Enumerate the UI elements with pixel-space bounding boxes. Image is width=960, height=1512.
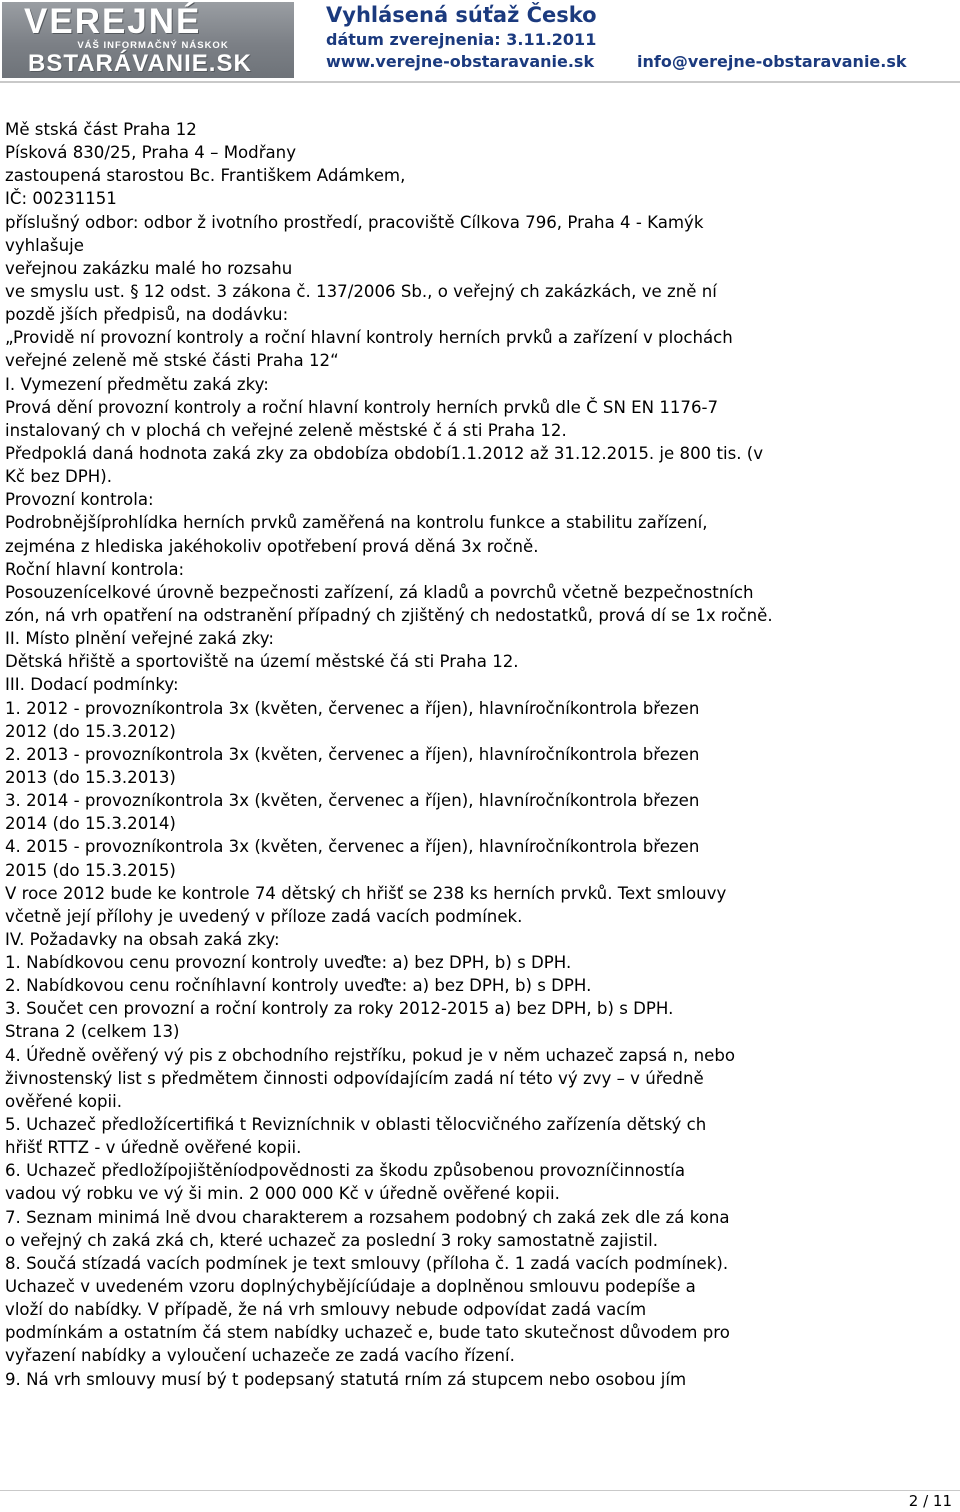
text-line: III. Dodací podmínky: [5, 675, 179, 695]
text-line: 5. Uchazeč předložícertifiká t Revizníchnik v oblasti tělocvičného zařízenía dětský ch [5, 1115, 707, 1135]
page-title: Vyhlásená súťaž Česko [326, 3, 597, 27]
text-line: Uchazeč v uvedeném vzoru doplnýchybějícíúdaje a doplněnou smlouvu podepíše a [5, 1277, 696, 1297]
text-line: 8. Součá stízadá vacích podmínek je text smlouvy (příloha č. 1 zadá vacích podmínek). [5, 1253, 729, 1273]
text-line: 1. 2012 - provozníkontrola 3x (květen, červenec a říjen), hlavníročníkontrola březen [5, 698, 700, 718]
text-line: IV. Požadavky na obsah zaká zky: [5, 929, 280, 949]
text-line: hřišť RTTZ - v úředně ověřené kopii. [5, 1138, 302, 1158]
text-line: veřejné zeleně mě stské části Praha 12“ [5, 351, 339, 371]
text-line: zastoupená starostou Bc. Františkem Adámkem, [5, 166, 406, 186]
footer-divider [0, 1490, 960, 1491]
text-line: veřejnou zakázku malé ho rozsahu [5, 258, 293, 278]
text-line: IČ: 00231151 [5, 189, 117, 209]
logo-main-text: VEREJNÉ [24, 2, 202, 41]
text-line: včetně její přílohy je uvedený v příloze zadá vacích podmínek. [5, 906, 523, 926]
text-line: Roční hlavní kontrola: [5, 559, 185, 579]
text-line: příslušný odbor: odbor ž ivotního prostředí, pracoviště Cílkova 796, Praha 4 - Kamýk [5, 212, 704, 232]
email-link[interactable]: info@verejne-obstaravanie.sk [637, 52, 907, 71]
text-line: Prová dění provozní kontroly a roční hlavní kontroly herních prvků dle Č SN EN 1176-7 [5, 397, 719, 417]
text-line: živnostenský list s předmětem činnosti odpovídajícím zadá ní této vý zvy – v úředně [5, 1068, 704, 1088]
text-line: 7. Seznam minimá lně dvou charakterem a rozsahem podobný ch zaká zek dle zá kona [5, 1207, 730, 1227]
text-line: I. Vymezení předmětu zaká zky: [5, 374, 269, 394]
text-line: pozdě jších předpisů, na dodávku: [5, 305, 289, 325]
website-link[interactable]: www.verejne-obstaravanie.sk [326, 52, 595, 71]
text-line: podmínkám a ostatním čá stem nabídky uchazeč e, bude tato skutečnost důvodem pro [5, 1323, 730, 1343]
page-header [0, 0, 960, 84]
text-line: vyřazení nabídky a vyloučení uchazeče ze zadá vacího řízení. [5, 1346, 515, 1366]
text-line: vadou vý robku ve vý ši min. 2 000 000 Kč v úředně ověřené kopii. [5, 1184, 560, 1204]
text-line: Písková 830/25, Praha 4 – Modřany [5, 143, 297, 163]
text-line: 3. Součet cen provozní a roční kontroly za roky 2012-2015 a) bez DPH, b) s DPH. [5, 999, 674, 1019]
text-line: Kč bez DPH). [5, 467, 113, 487]
text-line: zón, ná vrh opatření na odstranění případný ch zjištěný ch nedostatků, prová dí se 1x ročně. [5, 605, 773, 625]
publish-date: dátum zverejnenia: 3.11.2011 [326, 30, 597, 49]
text-line: „Providě ní provozní kontroly a roční hlavní kontroly herních prvků a zařízení v plochách [5, 328, 733, 348]
text-line: ve smyslu ust. § 12 odst. 3 zákona č. 137/2006 Sb., o veřejný ch zakázkách, ve zně ní [5, 281, 717, 301]
page-number: 2 / 11 [908, 1492, 952, 1510]
text-line: 2. Nabídkovou cenu ročníhlavní kontroly uveďte: a) bez DPH, b) s DPH. [5, 976, 592, 996]
text-line: vyhlašuje [5, 235, 84, 255]
logo-tagline: VÁŠ INFORMAČNÝ NÁSKOK [77, 40, 229, 51]
text-line: 2013 (do 15.3.2013) [5, 767, 176, 787]
text-line: ověřené kopii. [5, 1091, 123, 1111]
verejne-obstaravanie-logo [2, 2, 294, 78]
document-body [5, 118, 955, 1391]
text-line: 4. Úředně ověřený vý pis z obchodního rejstříku, pokud je v něm uchazeč zapsá n, nebo [5, 1045, 736, 1065]
text-line: 9. Ná vrh smlouvy musí bý t podepsaný statutá rním zá stupcem nebo osobou jím [5, 1369, 687, 1389]
text-line: Strana 2 (celkem 13) [5, 1022, 180, 1042]
text-line: V roce 2012 bude ke kontrole 74 dětský ch hřišť se 238 ks herních prvků. Text smlouvy [5, 883, 727, 903]
text-line: Podrobnějšíprohlídka herních prvků zaměřená na kontrolu funkce a stabilitu zařízení, [5, 513, 708, 533]
text-line: instalovaný ch v plochá ch veřejné zeleně městské č á sti Praha 12. [5, 420, 567, 440]
text-line: 2. 2013 - provozníkontrola 3x (květen, červenec a říjen), hlavníročníkontrola březen [5, 744, 700, 764]
text-line: II. Místo plnění veřejné zaká zky: [5, 629, 274, 649]
text-line: zejména z hlediska jakéhokoliv opotřebení prová děná 3x ročně. [5, 536, 539, 556]
text-line: Mě stská část Praha 12 [5, 120, 197, 139]
text-line: vloží do nabídky. V případě, že ná vrh smlouvy nebude odpovídat zadá vacím [5, 1300, 647, 1320]
text-line: Předpoklá daná hodnota zaká zky za obdobíza období1.1.2012 až 31.12.2015. je 800 tis. (v [5, 443, 764, 463]
text-line: 1. Nabídkovou cenu provozní kontroly uveďte: a) bez DPH, b) s DPH. [5, 953, 572, 973]
header-divider [0, 81, 960, 83]
text-line: Posouzenícelkové úrovně bezpečnosti zařízení, zá kladů a povrchů včetně bezpečnostních [5, 582, 754, 602]
text-line: 3. 2014 - provozníkontrola 3x (květen, červenec a říjen), hlavníročníkontrola březen [5, 791, 700, 811]
logo-bottom-text: BSTARÁVANIE.SK [28, 50, 252, 77]
text-line: 2014 (do 15.3.2014) [5, 814, 176, 834]
text-line: Provozní kontrola: [5, 490, 154, 510]
text-line: 6. Uchazeč předložípojištěníodpovědnosti za škodu způsobenou provozníčinnostía [5, 1161, 686, 1181]
text-line: o veřejný ch zaká zká ch, které uchazeč za poslední 3 roky samostatně zajistil. [5, 1230, 658, 1250]
text-line: 2012 (do 15.3.2012) [5, 721, 176, 741]
text-line: 2015 (do 15.3.2015) [5, 860, 176, 880]
text-line: Dětská hřiště a sportoviště na území městské čá sti Praha 12. [5, 652, 519, 672]
text-line: 4. 2015 - provozníkontrola 3x (květen, červenec a říjen), hlavníročníkontrola březen [5, 837, 700, 857]
